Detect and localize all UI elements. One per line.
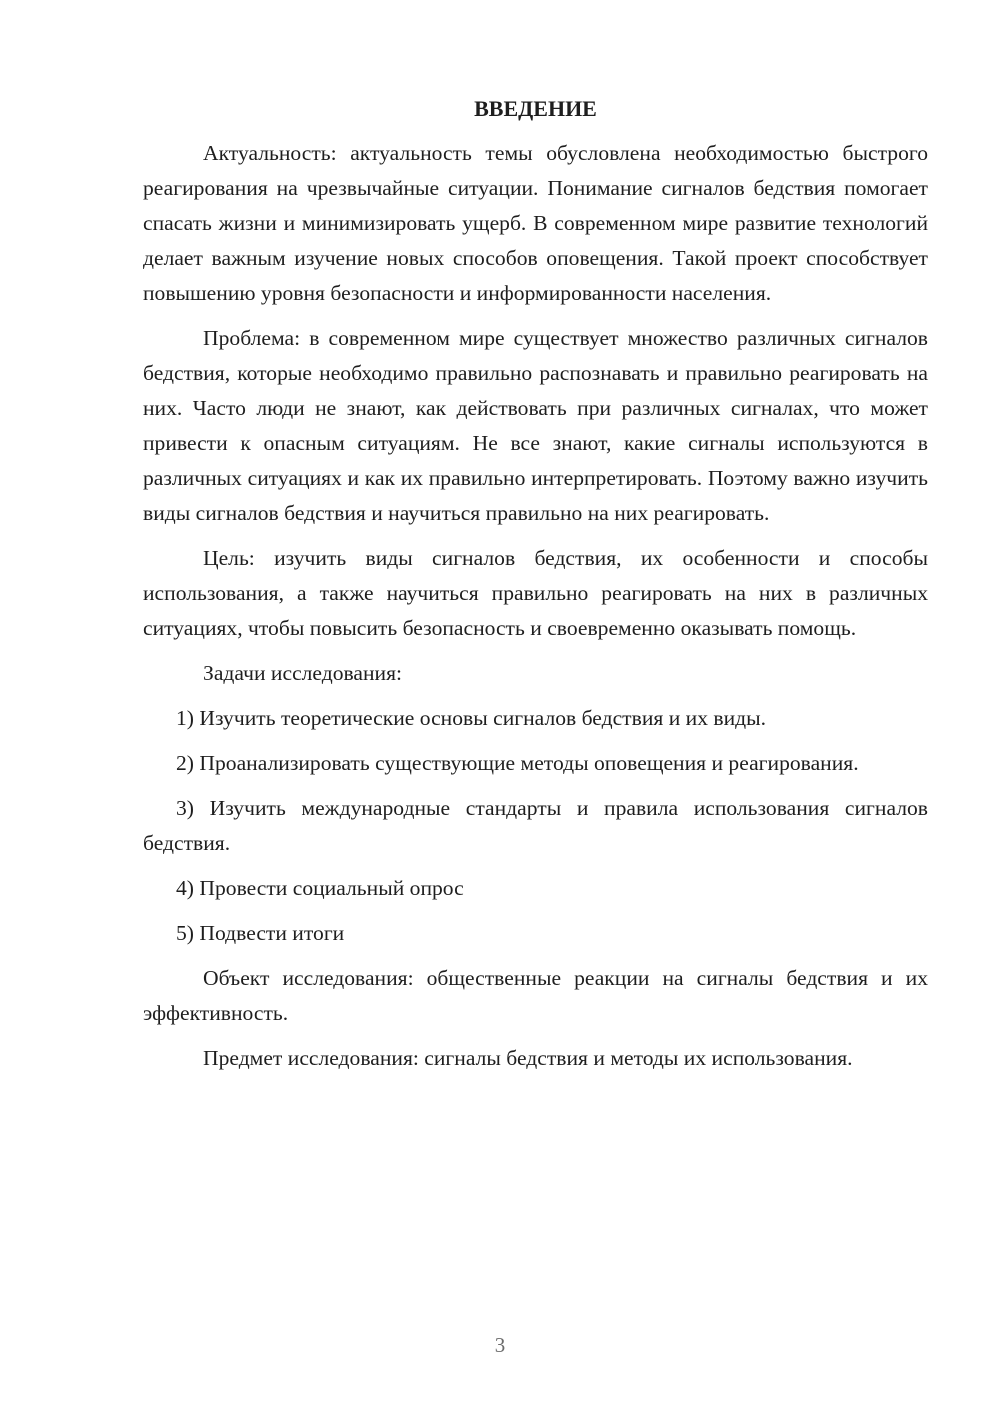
paragraph-object: Объект исследования: общественные реакции на сигналы бедствия и их эффективность. [143, 966, 928, 1025]
tasks-heading: Задачи исследования: [203, 661, 403, 685]
task-item: 3) Изучить международные стандарты и правила использования сигналов бедствия. [143, 796, 928, 855]
task-item: 2) Проанализировать существующие методы оповещения и реагирования. [176, 751, 859, 775]
task-item: 4) Провести социальный опрос [176, 876, 464, 900]
task-item: 1) Изучить теоретические основы сигналов бедствия и их виды. [176, 706, 767, 730]
page-number: 3 [494, 1333, 506, 1357]
paragraph-goal: Цель: изучить виды сигналов бедствия, их особенности и способы использования, а также научиться правильно реагировать на них в различных ситуациях, чтобы повысить безопасность и своевременно оказывать помощь. [143, 546, 928, 640]
page-title: ВВЕДЕНИЕ [474, 96, 597, 121]
paragraph-problem: Проблема: в современном мире существует множество различных сигналов бедствия, которые необходимо правильно распознавать и правильно реагировать на них. Часто люди не знают, как действовать при различных сигналах, что может привести к опасным ситуациям. Не все знают, какие сигналы используются в различных ситуациях и как их правильно интерпретировать. Поэтому важно изучить виды сигналов бедствия и научиться правильно на них реагировать. [143, 326, 928, 525]
paragraph-relevance: Актуальность: актуальность темы обусловлена необходимостью быстрого реагирования на чрезвычайные ситуации. Понимание сигналов бедствия помогает спасать жизни и минимизировать ущерб. В современном мире развитие технологий делает важным изучение новых способов оповещения. Такой проект способствует повышению уровня безопасности и информированности населения. [143, 141, 928, 305]
page-content [143, 86, 928, 1076]
paragraph-subject: Предмет исследования: сигналы бедствия и методы их использования. [203, 1046, 853, 1070]
task-item: 5) Подвести итоги [176, 921, 345, 945]
